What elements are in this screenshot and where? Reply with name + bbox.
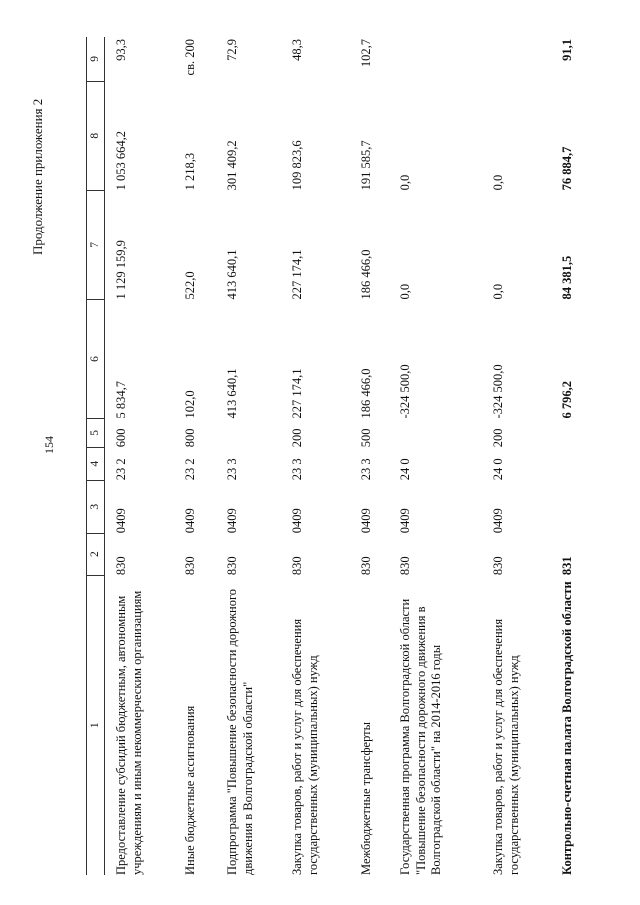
cell-c6: -324 500,0 xyxy=(398,364,412,419)
cell-c6: 227 174,1 xyxy=(290,368,304,419)
column-header: 3 xyxy=(87,480,105,533)
cell-c5: 200 xyxy=(491,428,505,448)
cell-c4: 23 3 xyxy=(225,458,239,481)
cell-c9: 91,1 xyxy=(560,39,574,61)
row-name: Закупка товаров, работ и услуг для обеспечения государственных (муниципальных) нужд xyxy=(290,618,320,875)
cell-c3: 0409 xyxy=(225,508,239,534)
column-header: 5 xyxy=(87,419,105,448)
cell-c3 xyxy=(551,480,600,533)
cell-c8: 1 053 664,2 xyxy=(114,130,128,191)
row-name: Иные бюджетные ассигнования xyxy=(183,705,197,875)
cell-c6: -324 500,0 xyxy=(491,364,505,419)
cell-c6: 186 466,0 xyxy=(359,368,373,419)
cell-c5: 200 xyxy=(290,428,304,448)
header-row xyxy=(87,37,105,875)
cell-c8: 76 884,7 xyxy=(560,146,574,191)
cell-c4: 24 0 xyxy=(491,458,505,481)
row-name: Межбюджетные трансферты xyxy=(359,721,373,875)
cell-c9: 102,7 xyxy=(359,39,373,68)
cell-c5 xyxy=(551,419,600,448)
cell-c7: 1 129 159,9 xyxy=(114,240,128,300)
cell-c7: 84 381,5 xyxy=(560,255,574,300)
cell-c5: 600 xyxy=(114,428,128,448)
cell-c2: 830 xyxy=(183,556,197,576)
cell-c8: 109 823,6 xyxy=(290,140,304,191)
cell-c2: 830 xyxy=(225,556,239,576)
cell-c5 xyxy=(216,419,281,448)
cell-c5: 800 xyxy=(183,428,197,448)
cell-c4 xyxy=(551,447,600,480)
row-name: Подпрограмма "Повышение безопасности дорожного движения в Волгоградской области" xyxy=(225,588,255,875)
cell-c8: 0,0 xyxy=(398,174,412,191)
cell-c9: св. 200 xyxy=(183,39,197,76)
cell-c4: 23 2 xyxy=(114,458,128,481)
row-name: Предоставление субсидий бюджетным, автономным учреждениям и иным некоммерческим организациям xyxy=(114,590,144,875)
page-number: 154 xyxy=(42,436,56,454)
cell-c6: 413 640,1 xyxy=(225,368,239,419)
cell-c7: 227 174,1 xyxy=(290,249,304,300)
cell-c7: 413 640,1 xyxy=(225,249,239,300)
row-name: Закупка товаров, работ и услуг для обеспечения государственных (муниципальных) нужд xyxy=(491,618,521,875)
cell-c2: 830 xyxy=(114,556,128,576)
cell-c7: 0,0 xyxy=(491,283,505,300)
column-header: 7 xyxy=(87,190,105,299)
table-row xyxy=(281,37,350,875)
column-header: 1 xyxy=(87,575,105,875)
column-header: 6 xyxy=(87,299,105,418)
table-row-total xyxy=(551,37,600,875)
row-name: Государственная программа Волгоградской области "Повышение безопасности дорожного движения в Волгоградской области" на 2014-2016 годы xyxy=(398,598,444,875)
cell-c2: 830 xyxy=(491,556,505,576)
table-row xyxy=(105,37,175,875)
cell-c6: 5 834,7 xyxy=(114,381,128,419)
cell-c9 xyxy=(389,37,482,81)
cell-c8: 0,0 xyxy=(491,174,505,191)
cell-c8: 191 585,7 xyxy=(359,140,373,191)
cell-c3: 0409 xyxy=(398,508,412,534)
column-header: 8 xyxy=(87,81,105,190)
table-row xyxy=(389,37,482,875)
cell-c3: 0409 xyxy=(183,508,197,534)
table-row xyxy=(216,37,281,875)
cell-c6: 6 796,2 xyxy=(560,381,574,419)
cell-c2: 830 xyxy=(290,556,304,576)
cell-c8: 301 409,2 xyxy=(225,140,239,191)
cell-c3: 0409 xyxy=(290,508,304,534)
column-header: 2 xyxy=(87,533,105,575)
cell-c3: 0409 xyxy=(114,508,128,534)
column-header: 4 xyxy=(87,447,105,480)
cell-c7: 522,0 xyxy=(183,271,197,300)
cell-c4: 23 3 xyxy=(359,458,373,481)
cell-c5: 500 xyxy=(359,428,373,448)
cell-c4: 23 3 xyxy=(290,458,304,481)
cell-c2: 830 xyxy=(359,556,373,576)
continuation-label: Продолжение приложения 2 xyxy=(30,98,45,255)
cell-c2: 830 xyxy=(398,556,412,576)
cell-c5 xyxy=(389,419,482,448)
cell-c9: 48,3 xyxy=(290,39,304,61)
row-name: Контрольно-счетная палата Волгоградской области xyxy=(560,581,574,875)
cell-c7: 0,0 xyxy=(398,283,412,300)
cell-c9 xyxy=(482,37,551,81)
cell-c3: 0409 xyxy=(359,508,373,534)
cell-c9: 93,3 xyxy=(114,39,128,61)
cell-c4: 23 2 xyxy=(183,458,197,481)
cell-c6: 102,0 xyxy=(183,390,197,419)
cell-c9: 72,9 xyxy=(225,39,239,61)
table-row xyxy=(482,37,551,875)
cell-c2: 831 xyxy=(560,556,574,576)
cell-c3: 0409 xyxy=(491,508,505,534)
table-row xyxy=(350,37,389,875)
cell-c8: 1 218,3 xyxy=(183,152,197,191)
cell-c7: 186 466,0 xyxy=(359,249,373,300)
cell-c4: 24 0 xyxy=(398,458,412,481)
column-header: 9 xyxy=(87,37,105,81)
table-row xyxy=(174,37,216,875)
budget-table xyxy=(86,37,600,875)
